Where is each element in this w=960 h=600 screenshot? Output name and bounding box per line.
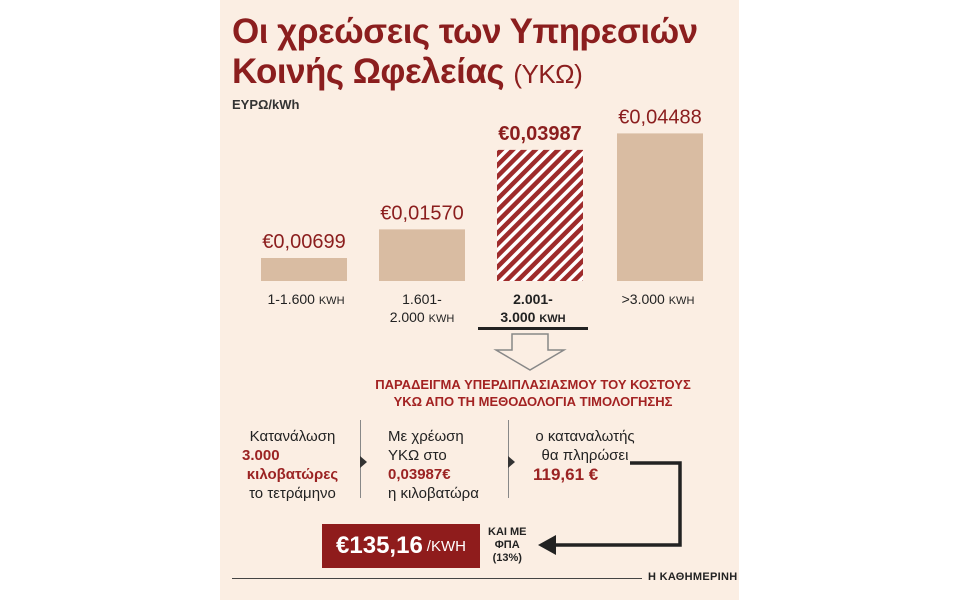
charge-label-2: ΥΚΩ στο: [388, 447, 447, 464]
charge-unit: η κιλοβατώρα: [388, 485, 479, 502]
consumption-value: 3.000: [242, 447, 280, 464]
bar-2-value-label: €0,01570: [380, 202, 464, 225]
example-title: [363, 376, 703, 410]
category-label-2: [362, 290, 482, 328]
consumption-period: το τετράμηνο: [249, 485, 336, 502]
payment-label: ο καταναλωτής: [535, 428, 635, 445]
bar-chart: [220, 100, 739, 300]
vat-line-3: (13%): [492, 552, 522, 564]
bar-1-value-label: €0,00699: [262, 231, 346, 254]
category-1-range: 1-1.600: [267, 291, 315, 307]
example-title-line-1: ΠΑΡΑΔΕΙΓΜΑ ΥΠΕΡΔΙΠΛΑΣΙΑΣΜΟΥ ΤΟΥ ΚΟΣΤΟΥΣ: [375, 377, 691, 392]
example-step-consumption: [240, 427, 345, 503]
consumption-unit: κιλοβατώρες: [246, 466, 339, 483]
example-title-line-2: ΥΚΩ ΑΠΟ ΤΗ ΜΕΘΟΔΟΛΟΓΙΑ ΤΙΜΟΛΟΓΗΣΗΣ: [393, 394, 673, 409]
category-3-line2: [478, 308, 588, 328]
category-4-range: >3.000: [621, 291, 665, 307]
consumption-label: Κατανάλωση: [249, 428, 336, 445]
category-3-line1: 2.001-: [513, 291, 553, 307]
category-label-3: [478, 290, 588, 328]
category-4-unit: KWH: [668, 295, 695, 307]
result-value: €135,16: [336, 532, 423, 559]
bar-4: [617, 133, 703, 281]
result-box: [322, 524, 480, 568]
triangle-right-icon: [360, 456, 367, 468]
highlight-underline: [478, 327, 588, 330]
flow-arrow-icon: [530, 455, 690, 555]
payment-label-2: θα πληρώσει: [541, 447, 629, 464]
down-arrow-icon: [490, 332, 570, 372]
bar-3: [497, 150, 583, 281]
bar-2: [379, 229, 465, 281]
title-line-1: Οι χρεώσεις των Υπηρεσιών: [232, 12, 698, 51]
vat-line-1: ΚΑΙ ΜΕ: [488, 526, 527, 538]
title-line-2-suffix: (ΥΚΩ): [513, 59, 583, 89]
example-step-charge: [388, 427, 498, 503]
vat-note: [488, 526, 527, 565]
category-2-range: 2.000: [389, 309, 425, 325]
footer-rule: [232, 578, 642, 579]
triangle-right-icon: [508, 456, 515, 468]
bar-1: [261, 258, 347, 281]
payment-value: 119,61 €: [533, 465, 599, 484]
bar-3-value-label: €0,03987: [498, 122, 582, 145]
category-2-unit: KWH: [428, 313, 455, 325]
category-3-range: 3.000: [500, 309, 536, 325]
category-3-unit: KWH: [539, 313, 566, 325]
category-2-line1: 1.601-: [402, 291, 442, 307]
vat-line-2: ΦΠΑ: [494, 539, 520, 551]
unit-label: ΕΥΡΩ/kWh: [232, 97, 300, 112]
result-unit: /KWH: [426, 537, 466, 555]
category-2-line2: [362, 308, 482, 328]
source-credit: Η ΚΑΘΗΜΕΡΙΝΗ: [648, 571, 738, 583]
title-line-2-main: Κοινής Ωφελείας: [232, 52, 505, 91]
title-line-2: [232, 52, 698, 94]
page-title: [232, 12, 698, 94]
bar-4-value-label: €0,04488: [618, 106, 702, 129]
charge-label: Με χρέωση: [388, 428, 464, 445]
charge-value: 0,03987€: [388, 466, 451, 483]
category-label-1: [246, 290, 366, 310]
category-label-4: [598, 290, 718, 310]
category-1-unit: KWH: [318, 295, 345, 307]
